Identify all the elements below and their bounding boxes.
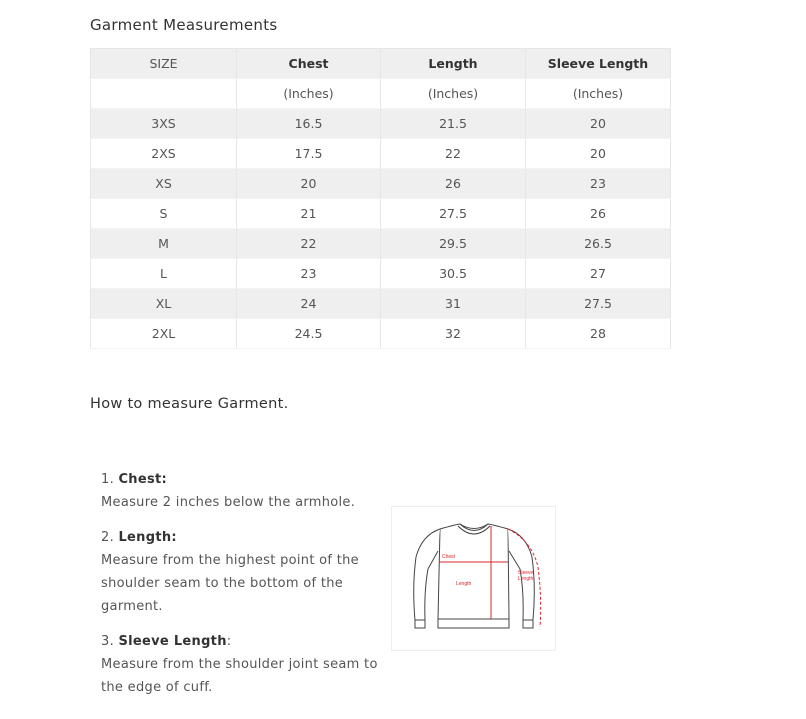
table-cell: 2XS [91, 139, 237, 169]
step-text: Measure 2 inches below the armhole. [101, 495, 356, 510]
unit-cell: (Inches) [237, 79, 381, 109]
step-heading [101, 526, 381, 549]
table-row [91, 289, 671, 319]
sleeve-label-line1: Sleeve [518, 570, 534, 576]
table-cell: 20 [237, 169, 381, 199]
table-cell: 3XS [91, 109, 237, 139]
table-header-row [91, 49, 671, 79]
table-row [91, 319, 671, 349]
step-label: Length: [118, 530, 177, 545]
step-suffix: : [226, 634, 232, 649]
table-cell: 27 [526, 259, 671, 289]
step-number: 1. [101, 472, 115, 487]
table-cell: 20 [526, 109, 671, 139]
table-cell: 17.5 [237, 139, 381, 169]
header-size: SIZE [91, 49, 237, 79]
step-number: 3. [101, 634, 115, 649]
step-length [101, 526, 381, 618]
size-chart-table [90, 48, 671, 349]
how-to-measure-heading: How to measure Garment. [90, 396, 289, 412]
table-cell: XL [91, 289, 237, 319]
table-cell: 22 [237, 229, 381, 259]
unit-cell [91, 79, 237, 109]
step-heading [101, 630, 381, 653]
table-cell: 23 [526, 169, 671, 199]
table-cell: 27.5 [381, 199, 526, 229]
step-label: Chest: [118, 472, 168, 487]
table-units-row [91, 79, 671, 109]
measure-steps [101, 468, 381, 711]
table-cell: L [91, 259, 237, 289]
length-label: Length [456, 581, 472, 587]
table-row [91, 259, 671, 289]
table-cell: 23 [237, 259, 381, 289]
table-cell: 22 [381, 139, 526, 169]
step-text: Measure from the shoulder joint seam to the edge of cuff. [101, 657, 378, 695]
table-cell: 26.5 [526, 229, 671, 259]
table-cell: 28 [526, 319, 671, 349]
table-cell: 24 [237, 289, 381, 319]
chest-label: Chest [442, 554, 456, 560]
table-cell: 21.5 [381, 109, 526, 139]
table-cell: S [91, 199, 237, 229]
table-cell: 20 [526, 139, 671, 169]
table-cell: 27.5 [526, 289, 671, 319]
step-text: Measure from the highest point of the shoulder seam to the bottom of the garment. [101, 553, 359, 614]
table-cell: 31 [381, 289, 526, 319]
unit-cell: (Inches) [526, 79, 671, 109]
header-chest: Chest [237, 49, 381, 79]
step-label: Sleeve Length [118, 634, 227, 649]
table-cell: XS [91, 169, 237, 199]
table-cell: 24.5 [237, 319, 381, 349]
step-heading [101, 468, 381, 491]
header-length: Length [381, 49, 526, 79]
table-cell: 29.5 [381, 229, 526, 259]
table-row [91, 169, 671, 199]
header-sleeve-length: Sleeve Length [526, 49, 671, 79]
garment-diagram [391, 506, 556, 651]
table-cell: 21 [237, 199, 381, 229]
sleeve-label-line2: Length [518, 576, 534, 582]
table-cell: M [91, 229, 237, 259]
page-title: Garment Measurements [90, 16, 278, 34]
step-chest [101, 468, 381, 514]
table-row [91, 199, 671, 229]
table-cell: 26 [381, 169, 526, 199]
table-row [91, 139, 671, 169]
table-row [91, 109, 671, 139]
table-row [91, 229, 671, 259]
sweatshirt-icon [392, 507, 555, 650]
table-cell: 16.5 [237, 109, 381, 139]
table-cell: 2XL [91, 319, 237, 349]
unit-cell: (Inches) [381, 79, 526, 109]
table-cell: 26 [526, 199, 671, 229]
step-number: 2. [101, 530, 115, 545]
table-cell: 30.5 [381, 259, 526, 289]
table-cell: 32 [381, 319, 526, 349]
step-sleeve-length [101, 630, 381, 699]
